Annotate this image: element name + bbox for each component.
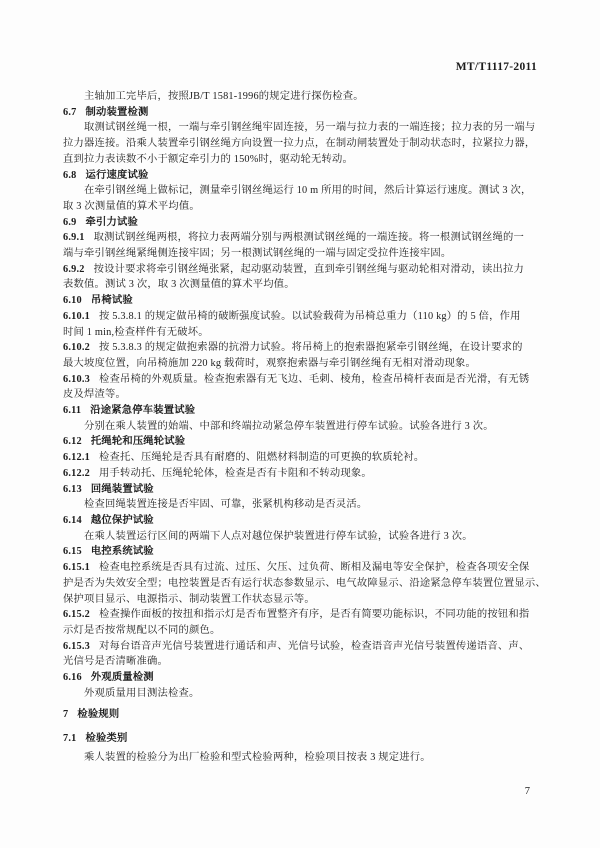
text-line: 光信号是否清晰准确。: [63, 656, 168, 668]
section-heading: [63, 105, 539, 121]
clause-number: 6.12.1: [63, 452, 90, 464]
section-heading: [63, 544, 539, 560]
heading-title: 制动装置检测: [85, 106, 149, 118]
clause-number: 6.9.2: [63, 263, 85, 275]
clause-line: [63, 560, 539, 576]
clause-number: 6.9.1: [63, 232, 85, 244]
clause-text: 按 5.3.8.1 的规定做吊椅的破断强度试验。以试验载荷为吊椅总重力（110 kg）的 5 倍，作用: [98, 310, 521, 322]
heading-title: 吊椅试验: [90, 295, 133, 307]
section-heading: [63, 168, 539, 184]
text-line: 拉力器连接。沿乘人装置牵引钢丝绳方向设置一拉力点，在制动闸装置处于制动状态时，拉紧拉力器，: [63, 138, 536, 150]
clause-line: [63, 230, 539, 246]
text-line: 护是否为失效安全型；电控装置是否有运行状态参数显示、电气故障显示、沿途紧急停车装置位置显示、: [63, 577, 546, 589]
text-line: 端与牵引钢丝绳紧绳侧连接牢固；另一根测试钢丝绳的一端与固定受拉件连接牢固。: [63, 248, 452, 260]
clause-number: 6.10.2: [63, 342, 90, 354]
heading-title: 牵引力试验: [85, 216, 138, 228]
heading-title: 运行速度试验: [85, 169, 149, 181]
text-line: 取 3 次测量值的算术平均值。: [63, 200, 200, 212]
text-line: 示灯是否按常规配以不同的颜色。: [63, 624, 221, 636]
text-line: 在牵引钢丝绳上做标记，测量牵引钢丝绳运行 10 m 所用的时间，然后计算运行速度。测试 3 次，: [84, 185, 532, 197]
clause-number: 6.8: [63, 169, 77, 181]
heading-title: 越位保护试验: [90, 514, 154, 526]
clause-text: 检查托、压绳轮是否具有耐磨的、阻燃材料制造的可更换的软质轮衬。: [98, 452, 425, 464]
section-heading: [63, 707, 539, 723]
heading-title: 检验规则: [77, 709, 120, 721]
clause-number: 6.15: [63, 546, 82, 558]
text-line: 最大坡度位置，向吊椅施加 220 kg 载荷时，观察抱索器与牵引钢丝绳有无相对滑动现象。: [63, 357, 476, 369]
text-line: 在乘人装置运行区间的两端下人点对越位保护装置进行停车试验，试验各进行 3 次。: [84, 530, 473, 542]
text-line: 乘人装置的检验分为出厂检验和型式检验两种，检验项目按表 3 规定进行。: [84, 751, 431, 763]
section-heading: [63, 403, 539, 419]
clause-number: 6.12: [63, 436, 82, 448]
text-line: 外观质量用目测法检查。: [84, 687, 200, 699]
clause-number: 6.15.3: [63, 640, 90, 652]
clause-text: 对每台语音声光信号装置进行通话和声、光信号试验，检查语音声光信号装置传递语音、声、: [98, 640, 530, 652]
heading-title: 电控系统试验: [90, 546, 154, 558]
heading-title: 检验类别: [85, 733, 128, 745]
clause-number: 6.12.2: [63, 467, 90, 479]
page-number: 7: [524, 786, 530, 797]
section-heading: [63, 513, 539, 529]
section-heading: [63, 215, 539, 231]
clause-number: 6.9: [63, 216, 77, 228]
text-line: 保护项目显示、电源指示、制动装置工作状态显示等。: [63, 593, 315, 605]
section-heading: [63, 731, 539, 747]
heading-title: 托绳轮和压绳轮试验: [90, 436, 186, 448]
clause-number: 6.10.1: [63, 310, 90, 322]
clause-number: 6.7: [63, 106, 77, 118]
section-heading: [63, 482, 539, 498]
heading-title: 外观质量检测: [90, 672, 154, 684]
clause-number: 7.1: [63, 733, 77, 745]
text-line: 取测试钢丝绳一根，一端与牵引钢丝绳牢固连接，另一端与拉力表的一端连接；拉力表的另一端与: [84, 122, 536, 134]
section-heading: [63, 434, 539, 450]
clause-line: [63, 309, 539, 325]
section-heading: [63, 670, 539, 686]
text-line: 表数值。测试 3 次，取 3 次测量值的算术平均值。: [63, 279, 295, 291]
text-line: 主轴加工完毕后，按照JB/T 1581-1996的规定进行探伤检查。: [84, 91, 364, 102]
clause-line: [63, 372, 539, 388]
clause-text: 检查操作面板的按扭和指示灯是否布置整齐有序，是否有简要功能标识，不同功能的按钮和指: [98, 609, 530, 621]
clause-number: 6.10.3: [63, 373, 90, 385]
clause-text: 按设计要求将牵引钢丝绳张紧，起动驱动装置，直到牵引钢丝绳与驱动轮相对滑动，读出拉力: [93, 263, 524, 275]
clause-text: 用手转动托、压绳轮轮体，检查是否有卡阻和不转动现象。: [98, 467, 372, 479]
clause-text: 检查电控系统是否具有过流、过压、欠压、过负荷、断相及漏电等安全保护，检查各项安全保: [98, 562, 530, 574]
clause-text: 检查吊椅的外观质量。检查抱索器有无飞边、毛刺、棱角，检查吊椅杆表面是否光滑，有无锈: [98, 373, 530, 385]
standard-code-header: MT/T1117-2011: [455, 61, 537, 73]
clause-number: 6.14: [63, 514, 82, 526]
text-line: 皮及焊渣等。: [63, 389, 126, 401]
clause-number: 6.16: [63, 672, 82, 684]
text-line: 时间 1 min,检查样件有无破坏。: [63, 326, 209, 338]
text-line: 检查回绳装置连接是否牢固、可靠，张紧机构移动是否灵活。: [84, 499, 368, 511]
clause-number: 6.15.1: [63, 562, 90, 574]
clause-text: 取测试钢丝绳两根，将拉力表两端分别与两根测试钢丝绳的一端连接。将一根测试钢丝绳的一: [93, 232, 524, 244]
section-heading: [63, 293, 539, 309]
clause-line: [63, 340, 539, 356]
clause-line: [63, 607, 539, 623]
clause-line: [63, 450, 539, 466]
text-line: 直到拉力表读数不小于额定牵引力的 150%时，驱动轮无转动。: [63, 153, 354, 165]
clause-number: 6.15.2: [63, 609, 90, 621]
text-line: 分别在乘人装置的始端、中部和终端拉动紧急停车装置进行停车试验。试验各进行 3 次。: [84, 420, 494, 432]
clause-line: [63, 639, 539, 655]
clause-line: [63, 466, 539, 482]
clause-line: [63, 262, 539, 278]
heading-title: 回绳装置试验: [90, 483, 154, 495]
clause-number: 6.11: [63, 405, 82, 417]
document-body: [63, 89, 546, 766]
clause-text: 按 5.3.8.3 的规定做抱索器的抗滑力试验。将吊椅上的抱索器抱紧牵引钢丝绳，在设计要求的: [98, 342, 523, 354]
clause-number: 7: [63, 709, 69, 721]
clause-number: 6.10: [63, 295, 82, 307]
heading-title: 沿途紧急停车装置试验: [90, 405, 196, 417]
clause-number: 6.13: [63, 483, 82, 495]
